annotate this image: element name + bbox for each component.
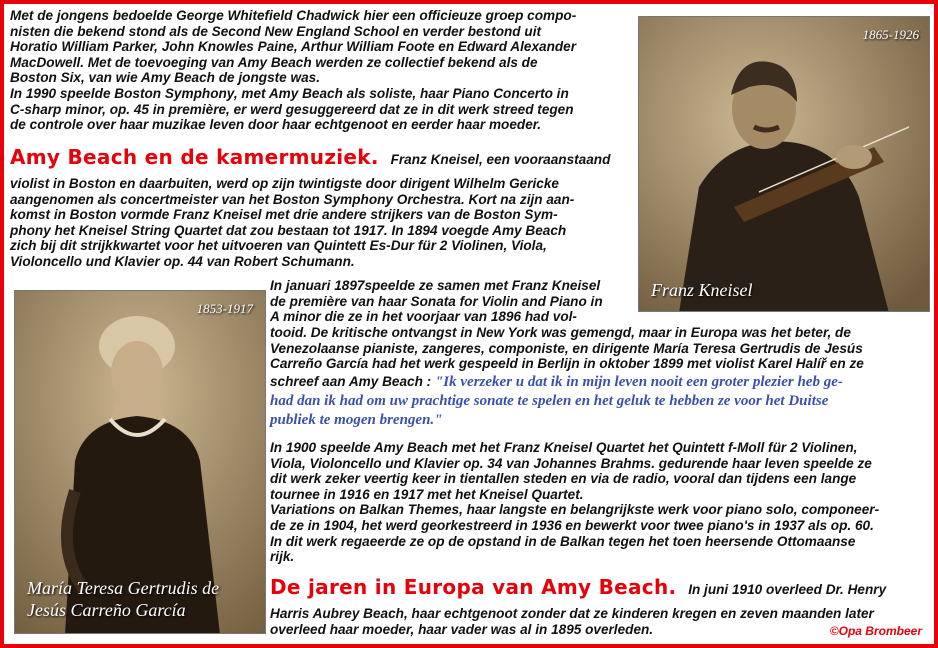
- carreno-caption-line2: Jesús Carreño García: [27, 600, 186, 620]
- text-line: Variations on Balkan Themes, haar langste en belangrijkste werk voor piano solo, componeer-: [270, 502, 880, 518]
- carreno-years: 1853-1917: [196, 301, 253, 316]
- text-span: Franz Kneisel, een vooraanstaand: [390, 152, 611, 167]
- text-line: In 1900 speelde Amy Beach met het Franz Kneisel Quartet het Quintett f-Moll für 2 Violinen,: [270, 440, 858, 455]
- photo-franz-kneisel: [638, 16, 930, 312]
- kneisel-portrait-illustration: [639, 17, 930, 312]
- premiere-paragraph: [270, 325, 934, 430]
- text-line: de controle over haar muzikae leven door haar echtgenoot en eerder haar moeder.: [10, 117, 542, 133]
- text-line: violist in Boston en daarbuiten, werd op zijn twintigste door dirigent Wilhelm Gericke: [10, 176, 559, 191]
- quote-line: publiek te mogen brengen.": [270, 411, 443, 428]
- text-span: schreef aan Amy Beach :: [270, 373, 432, 389]
- text-line: Violoncello und Klavier op. 44 van Robert Schumann.: [10, 253, 355, 269]
- text-line: tooid. De kritische ontvangst in New York was gemengd, maar in Europa was het beter, de: [270, 325, 851, 340]
- text-line: Venezolaanse pianiste, zangeres, componiste, en dirigente María Teresa Gertrudis de Jesús: [270, 340, 863, 356]
- kneisel-caption: Franz Kneisel: [651, 280, 753, 300]
- section-heading-europe: De jaren in Europa van Amy Beach.: [270, 575, 677, 599]
- text-line: overleed haar moeder, haar vader was al in 1895 overleden.: [270, 621, 654, 637]
- text-line: de ze in 1904, het werd georkestreerd in 1936 en bewerkt voor twee piano's in 1937 als op. 60.: [270, 517, 874, 533]
- text-line: In dit werk regaeerde ze op de opstand in de Balkan tegen het toen heersende Ottomaanse: [270, 533, 856, 549]
- quote-line: [270, 372, 934, 392]
- text-line: Met de jongens bedoelde George Whitefield Chadwick hier een officieuze groep compo-: [10, 8, 577, 23]
- text-line: komst in Boston vormde Franz Kneisel met drie andere strijkers van de Boston Sym-: [10, 207, 558, 223]
- premiere-narrow: [270, 278, 640, 325]
- text-line: Horatio William Parker, John Knowles Paine, Arthur William Foote en Edward Alexander: [10, 39, 577, 55]
- text-span: In juni 1910 overleed Dr. Henry: [688, 582, 887, 597]
- chamber-section: [10, 145, 640, 270]
- text-line: A minor die ze in het voorjaar van 1896 had vol-: [270, 309, 577, 325]
- text-line: In 1990 speelde Boston Symphony, met Amy Beach als soliste, haar Piano Concerto in: [10, 85, 569, 101]
- text-line: tournee in 1916 en 1917 met het Kneisel Quartet.: [270, 486, 584, 502]
- intro-paragraph: [10, 8, 630, 133]
- europe-heading-line: [270, 575, 934, 606]
- quote-line: had dan ik had om uw prachtige sonate te spelen en het geluk te hebben ze voor het Duitse: [270, 392, 829, 409]
- copyright-notice: ©Opa Brombeer: [829, 624, 922, 638]
- kneisel-years: 1865-1926: [862, 27, 919, 42]
- text-line: phony het Kneisel String Quartet dat zou bestaan tot 1917. In 1894 voegde Amy Beach: [10, 222, 567, 238]
- text-line: de première van haar Sonata for Violin and Piano in: [270, 293, 603, 309]
- text-line: zich bij dit strijkkwartet voor het uitvoeren van Quintett Es-Dur für 2 Violinen, Viola,: [10, 238, 547, 254]
- text-line: rijk.: [270, 549, 295, 565]
- text-line: nisten die bekend stond als de Second New England School en verder bestond uit: [10, 23, 541, 39]
- text-line: Viola, Violoncello und Klavier op. 34 van Johannes Brahms. gedurende haar leven speelde ze: [270, 455, 872, 471]
- photo-carreno: [14, 290, 266, 634]
- text-line: dit werk zeker veertig keer in tientallen steden en via de radio, vooral dan tijdens een lange: [270, 471, 857, 487]
- text-line: In januari 1897speelde ze samen met Franz Kneisel: [270, 278, 601, 293]
- chamber-heading-line: [10, 145, 640, 176]
- text-line: C-sharp minor, op. 45 in première, er werd gesuggereerd dat ze in dit werk streed tegen: [10, 101, 574, 117]
- quartet-paragraph: [270, 440, 934, 565]
- carreno-quote: "Ik verzeker u dat ik in mijn leven nooit een groter plezier heb ge-: [434, 373, 843, 390]
- text-line: aangenomen als concertmeister van het Boston Symphony Orchestra. Kort na zijn aan-: [10, 191, 575, 207]
- carreno-caption-line1: María Teresa Gertrudis de: [27, 578, 220, 598]
- text-line: Carreño García had het werk gespeeld in Berlijn in oktober 1899 met violist Karel Halíř en ze: [270, 356, 864, 372]
- section-heading-chamber: Amy Beach en de kamermuziek.: [10, 145, 379, 169]
- text-line: Boston Six, van wie Amy Beach de jongste was.: [10, 70, 320, 86]
- text-line: Harris Aubrey Beach, haar echtgenoot zonder dat ze kinderen kregen en zeven maanden later: [270, 606, 874, 621]
- text-line: MacDowell. Met de toevoeging van Amy Beach werden ze collectief bekend als de: [10, 54, 538, 70]
